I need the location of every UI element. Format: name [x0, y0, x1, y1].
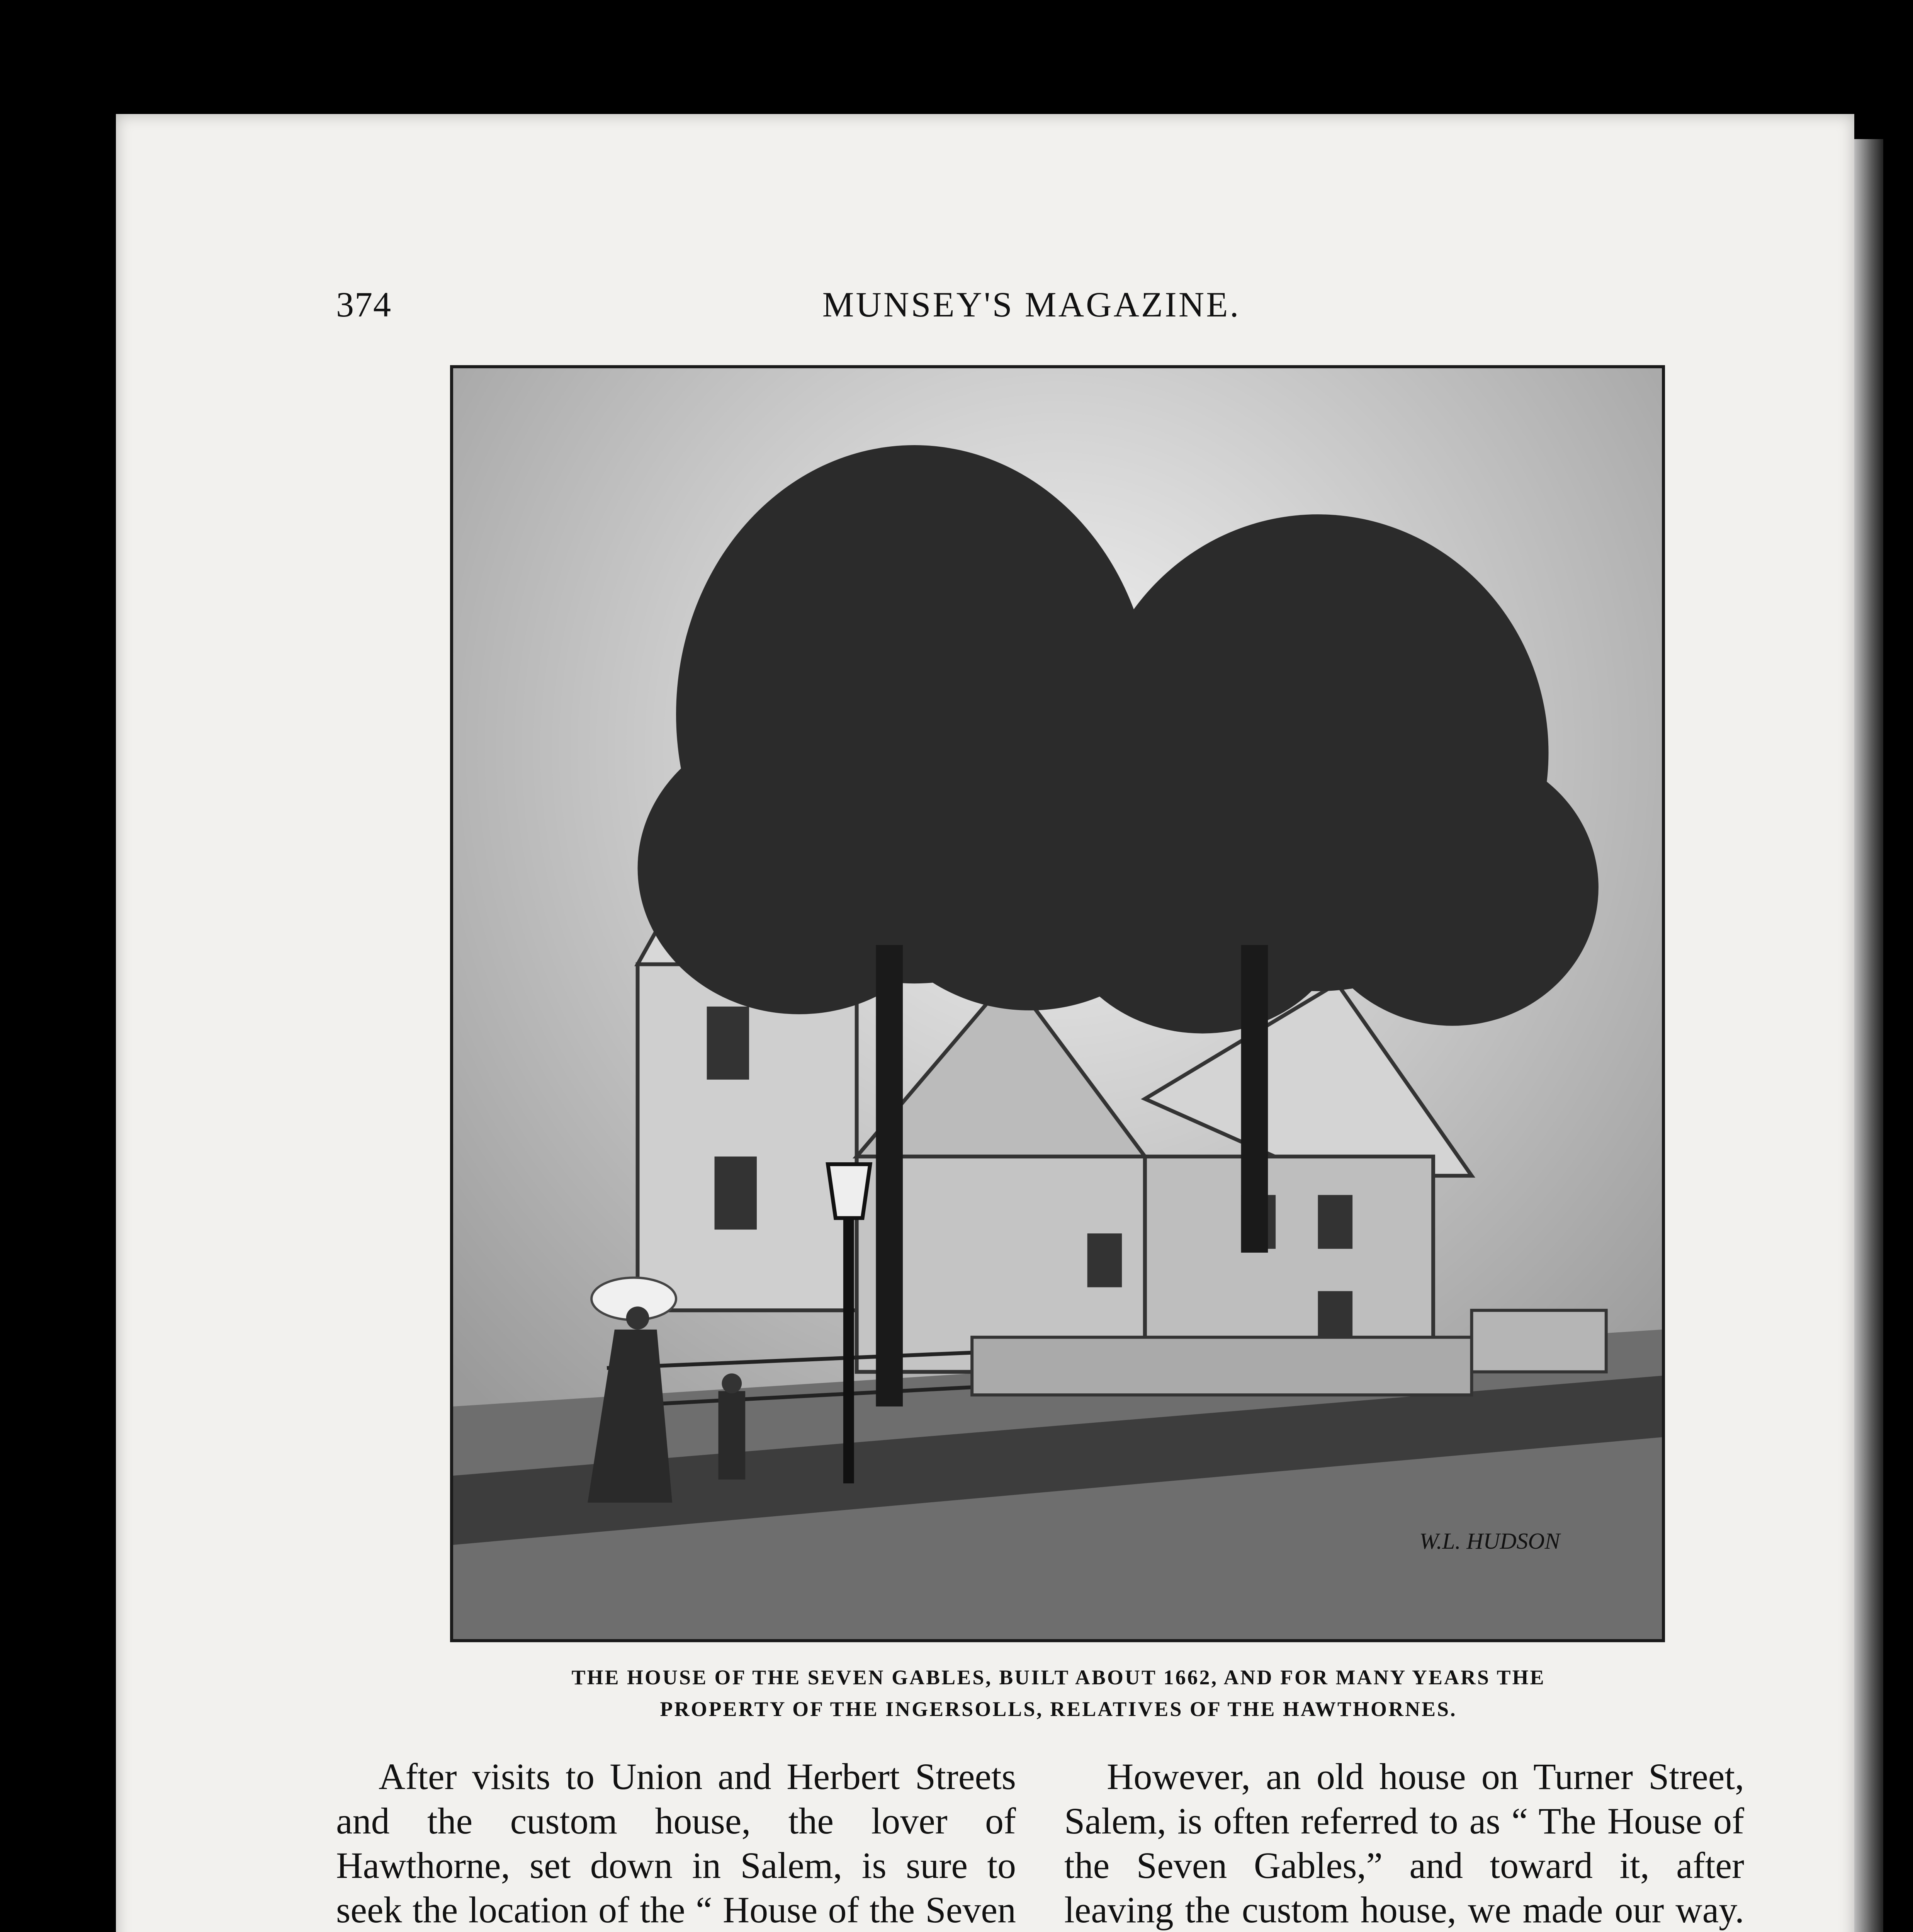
left-paragraph-1-text-a: After visits to Union and Herbert Streets and the custom house, the lover of Hawthorne, set down in Salem, is sure to seek the location of the “ House of the Seven: [336, 1756, 1016, 1930]
right-paragraph-1: However, an old house on Turner Street, Salem, is often referred to as “ The House of the Seven Gables,” and toward it, after leaving the custom house, we made our way.: [1064, 1756, 1744, 1930]
right-text-column: [1064, 1754, 1744, 1932]
page-number: 374: [336, 285, 392, 324]
left-paragraph-1: [336, 1754, 1016, 1932]
left-text-column: [336, 1754, 1016, 1932]
caption-line-2: PROPERTY OF THE INGERSOLLS, RELATIVES OF THE HAWTHORNES.: [660, 1697, 1457, 1721]
figure-caption: [409, 1662, 1707, 1725]
caption-line-1: THE HOUSE OF THE SEVEN GABLES, BUILT ABOUT 1662, AND FOR MANY YEARS THE: [571, 1666, 1546, 1689]
adjacent-page-edge: [1854, 139, 1883, 1932]
house-of-seven-gables-drawing: [453, 368, 1662, 1639]
illustration-signature: W.L. HUDSON: [1419, 1528, 1560, 1554]
house-illustration: [450, 365, 1665, 1642]
running-header-title: MUNSEY'S MAGAZINE.: [822, 285, 1241, 324]
